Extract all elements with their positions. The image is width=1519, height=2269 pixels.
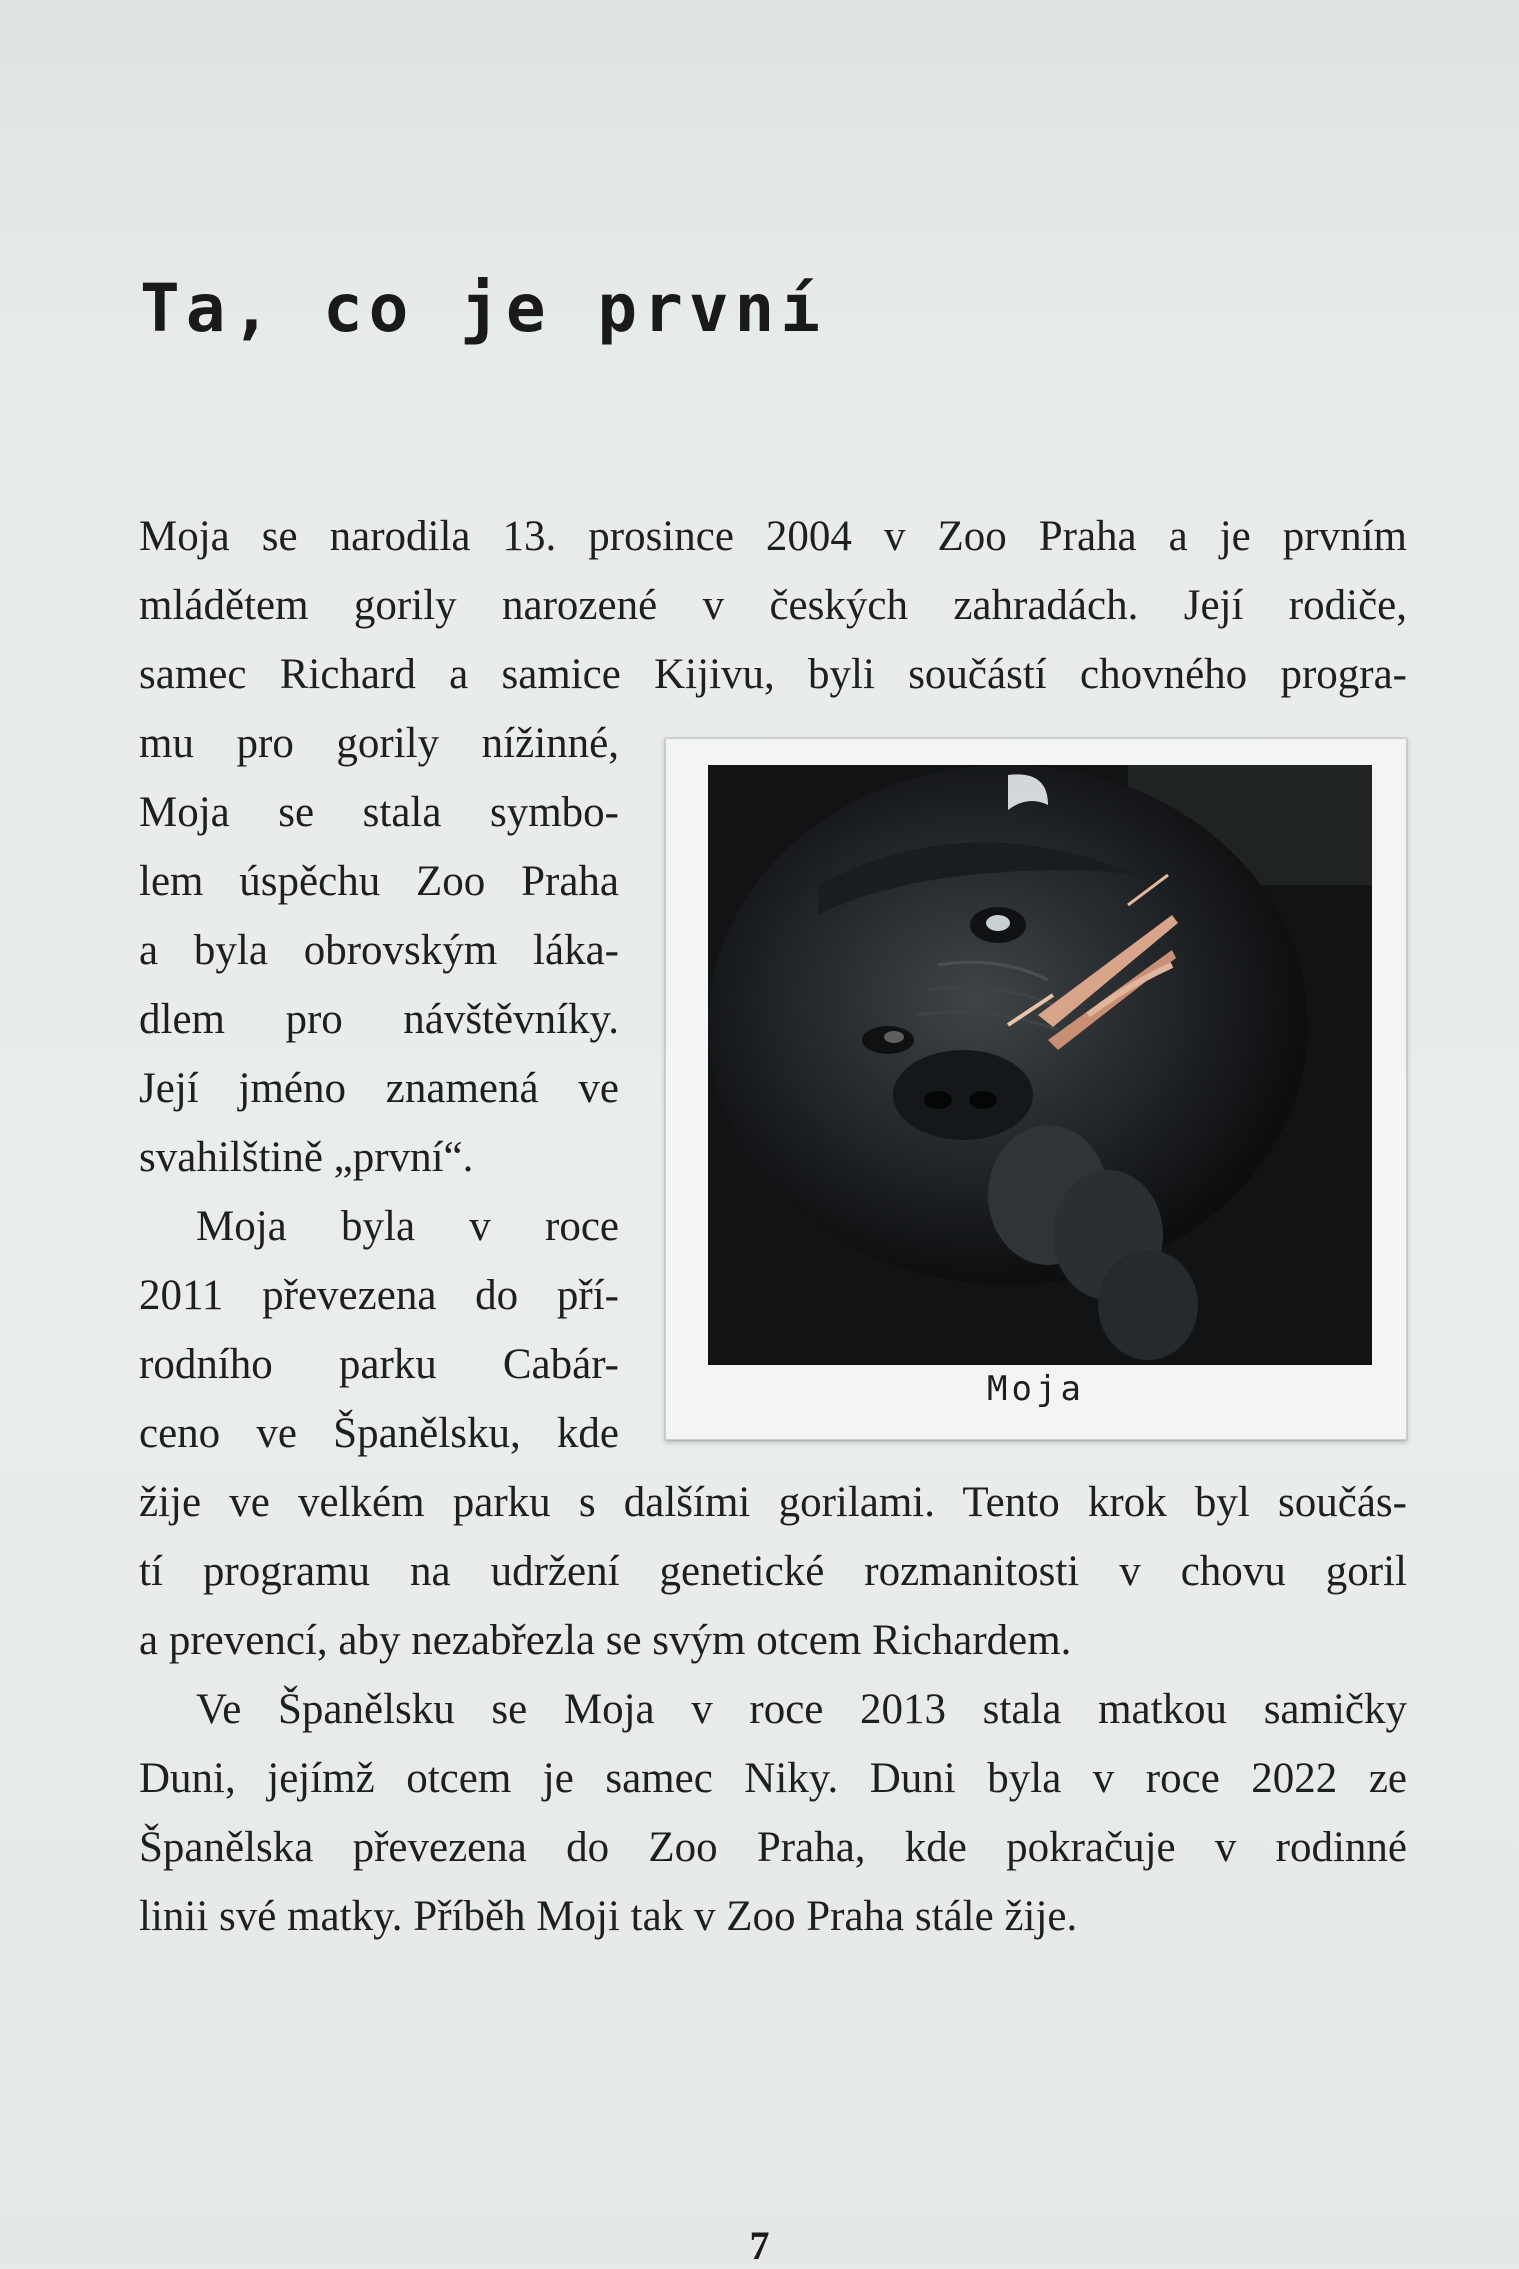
text-line: mládětem gorily narozené v českých zahradách. Její rodiče, bbox=[139, 582, 1407, 629]
text-line: samec Richard a samice Kijivu, byli součástí chovného progra- bbox=[139, 651, 1407, 698]
page-title: Ta, co je první bbox=[140, 270, 827, 347]
text-line: a byla obrovským láka- bbox=[139, 927, 619, 974]
photo-frame bbox=[665, 738, 1407, 1440]
gorilla-photo bbox=[708, 765, 1372, 1365]
text-line: dlem pro návštěvníky. bbox=[139, 996, 619, 1043]
text-line: svahilštině „první“. bbox=[139, 1134, 474, 1181]
text-line: Její jméno znamená ve bbox=[139, 1065, 619, 1112]
text-line: Moja byla v roce bbox=[196, 1203, 619, 1250]
text-line: Moja se narodila 13. prosince 2004 v Zoo Praha a je prvním bbox=[139, 513, 1407, 560]
text-line: lem úspěchu Zoo Praha bbox=[139, 858, 619, 905]
text-line: ceno ve Španělsku, kde bbox=[139, 1410, 619, 1457]
text-line: Duni, jejímž otcem je samec Niky. Duni byla v roce 2022 ze bbox=[139, 1755, 1407, 1802]
photo-caption: Moja bbox=[987, 1369, 1085, 1409]
text-line: Ve Španělsku se Moja v roce 2013 stala matkou samičky bbox=[196, 1686, 1407, 1733]
text-line: tí programu na udržení genetické rozmanitosti v chovu goril bbox=[139, 1548, 1407, 1595]
text-line: Moja se stala symbo- bbox=[139, 789, 619, 836]
text-line: Španělska převezena do Zoo Praha, kde pokračuje v rodinné bbox=[139, 1824, 1407, 1871]
text-line: 2011 převezena do pří- bbox=[139, 1272, 619, 1319]
page-number: 7 bbox=[749, 2223, 770, 2268]
text-line: a prevencí, aby nezabřezla se svým otcem Richardem. bbox=[139, 1617, 1072, 1664]
text-line: linii své matky. Příběh Moji tak v Zoo Praha stále žije. bbox=[139, 1893, 1078, 1940]
text-line: žije ve velkém parku s dalšími gorilami. Tento krok byl součás- bbox=[139, 1479, 1407, 1526]
text-line: rodního parku Cabár- bbox=[139, 1341, 619, 1388]
text-line: mu pro gorily nížinné, bbox=[139, 720, 619, 767]
gorilla-illustration bbox=[708, 765, 1372, 1365]
